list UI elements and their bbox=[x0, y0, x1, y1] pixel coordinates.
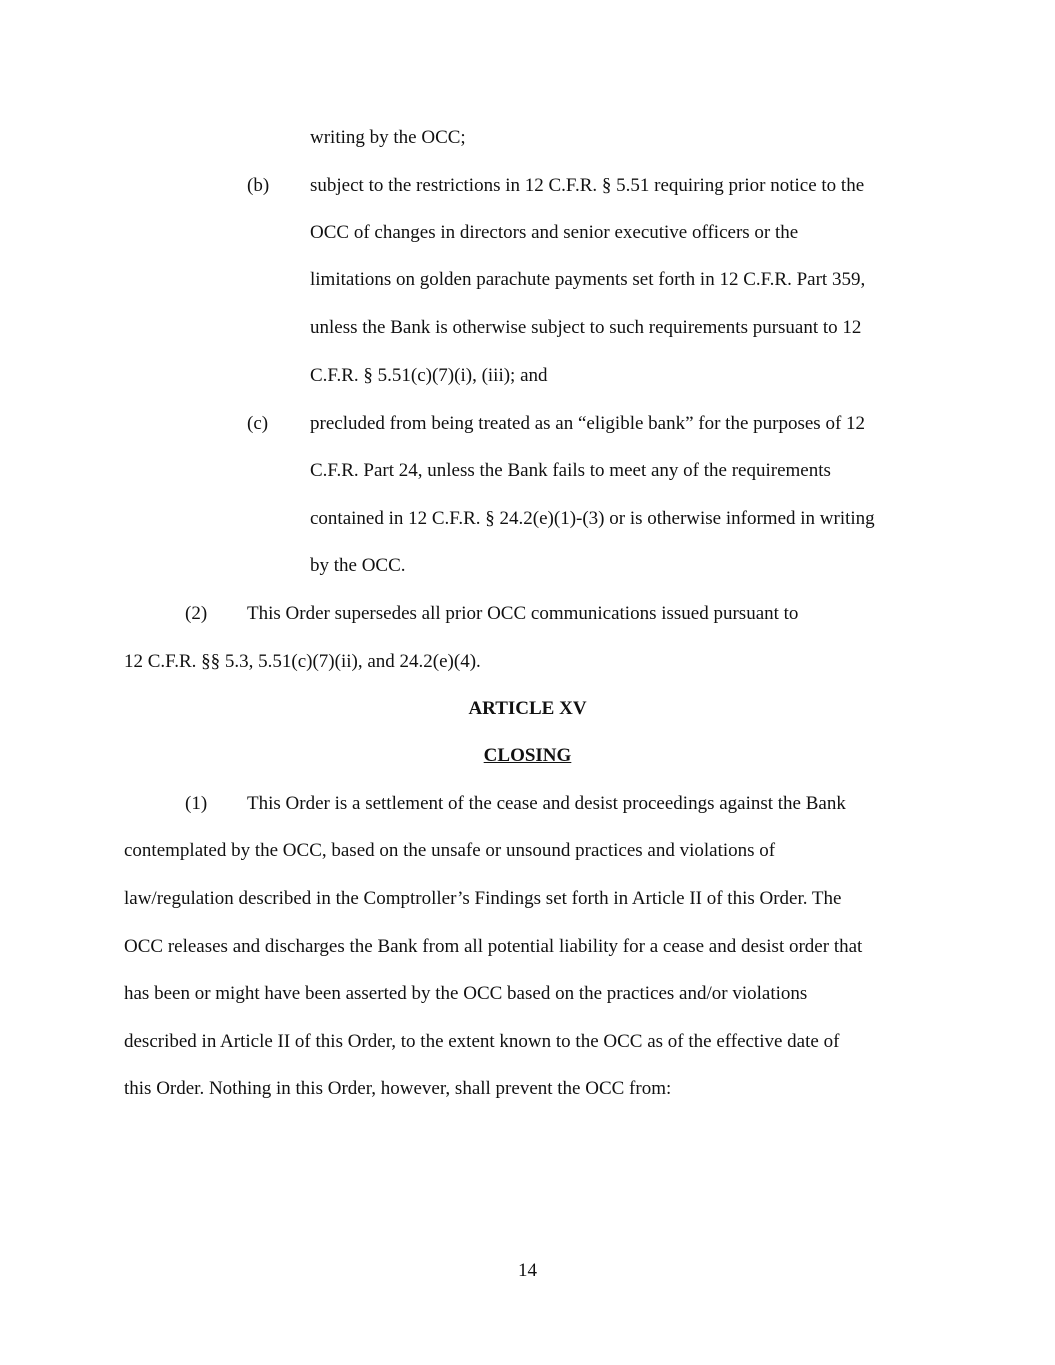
para-1-label: (1) bbox=[185, 793, 208, 814]
item-c-line: precluded from being treated as an “eligible bank” for the purposes of 12 bbox=[310, 413, 866, 434]
para-1-line: contemplated by the OCC, based on the unsafe or unsound practices and violations of bbox=[124, 840, 776, 861]
para-1-line: OCC releases and discharges the Bank from all potential liability for a cease and desist order that bbox=[124, 936, 863, 957]
continuation-line: writing by the OCC; bbox=[310, 127, 466, 148]
item-c-label: (c) bbox=[247, 413, 269, 434]
item-b-line: C.F.R. § 5.51(c)(7)(i), (iii); and bbox=[310, 365, 548, 386]
para-2-label: (2) bbox=[185, 603, 208, 624]
article-title-wrap bbox=[0, 744, 1055, 768]
para-2-first-line: This Order supersedes all prior OCC communications issued pursuant to bbox=[247, 603, 799, 624]
article-number: ARTICLE XV bbox=[468, 698, 587, 719]
para-1-first-line: This Order is a settlement of the cease and desist proceedings against the Bank bbox=[247, 793, 846, 814]
item-c-line: by the OCC. bbox=[310, 555, 406, 576]
para-2-continuation: 12 C.F.R. §§ 5.3, 5.51(c)(7)(ii), and 24.2(e)(4). bbox=[124, 651, 481, 672]
item-b-line: limitations on golden parachute payments set forth in 12 C.F.R. Part 359, bbox=[310, 269, 866, 290]
item-c-line: C.F.R. Part 24, unless the Bank fails to meet any of the requirements bbox=[310, 460, 831, 481]
item-b-line: subject to the restrictions in 12 C.F.R. § 5.51 requiring prior notice to the bbox=[310, 175, 865, 196]
item-b-label: (b) bbox=[247, 175, 270, 196]
para-1-line: law/regulation described in the Comptroller’s Findings set forth in Article II of this Order. The bbox=[124, 888, 842, 909]
page-number: 14 bbox=[518, 1260, 537, 1281]
para-1-line: this Order. Nothing in this Order, however, shall prevent the OCC from: bbox=[124, 1078, 672, 1099]
article-title: CLOSING bbox=[483, 745, 572, 766]
item-b-line: unless the Bank is otherwise subject to such requirements pursuant to 12 bbox=[310, 317, 862, 338]
item-c-line: contained in 12 C.F.R. § 24.2(e)(1)-(3) or is otherwise informed in writing bbox=[310, 508, 875, 529]
para-1-line: described in Article II of this Order, to the extent known to the OCC as of the effective date of bbox=[124, 1031, 840, 1052]
item-b-line: OCC of changes in directors and senior executive officers or the bbox=[310, 222, 799, 243]
para-1-line: has been or might have been asserted by the OCC based on the practices and/or violations bbox=[124, 983, 808, 1004]
